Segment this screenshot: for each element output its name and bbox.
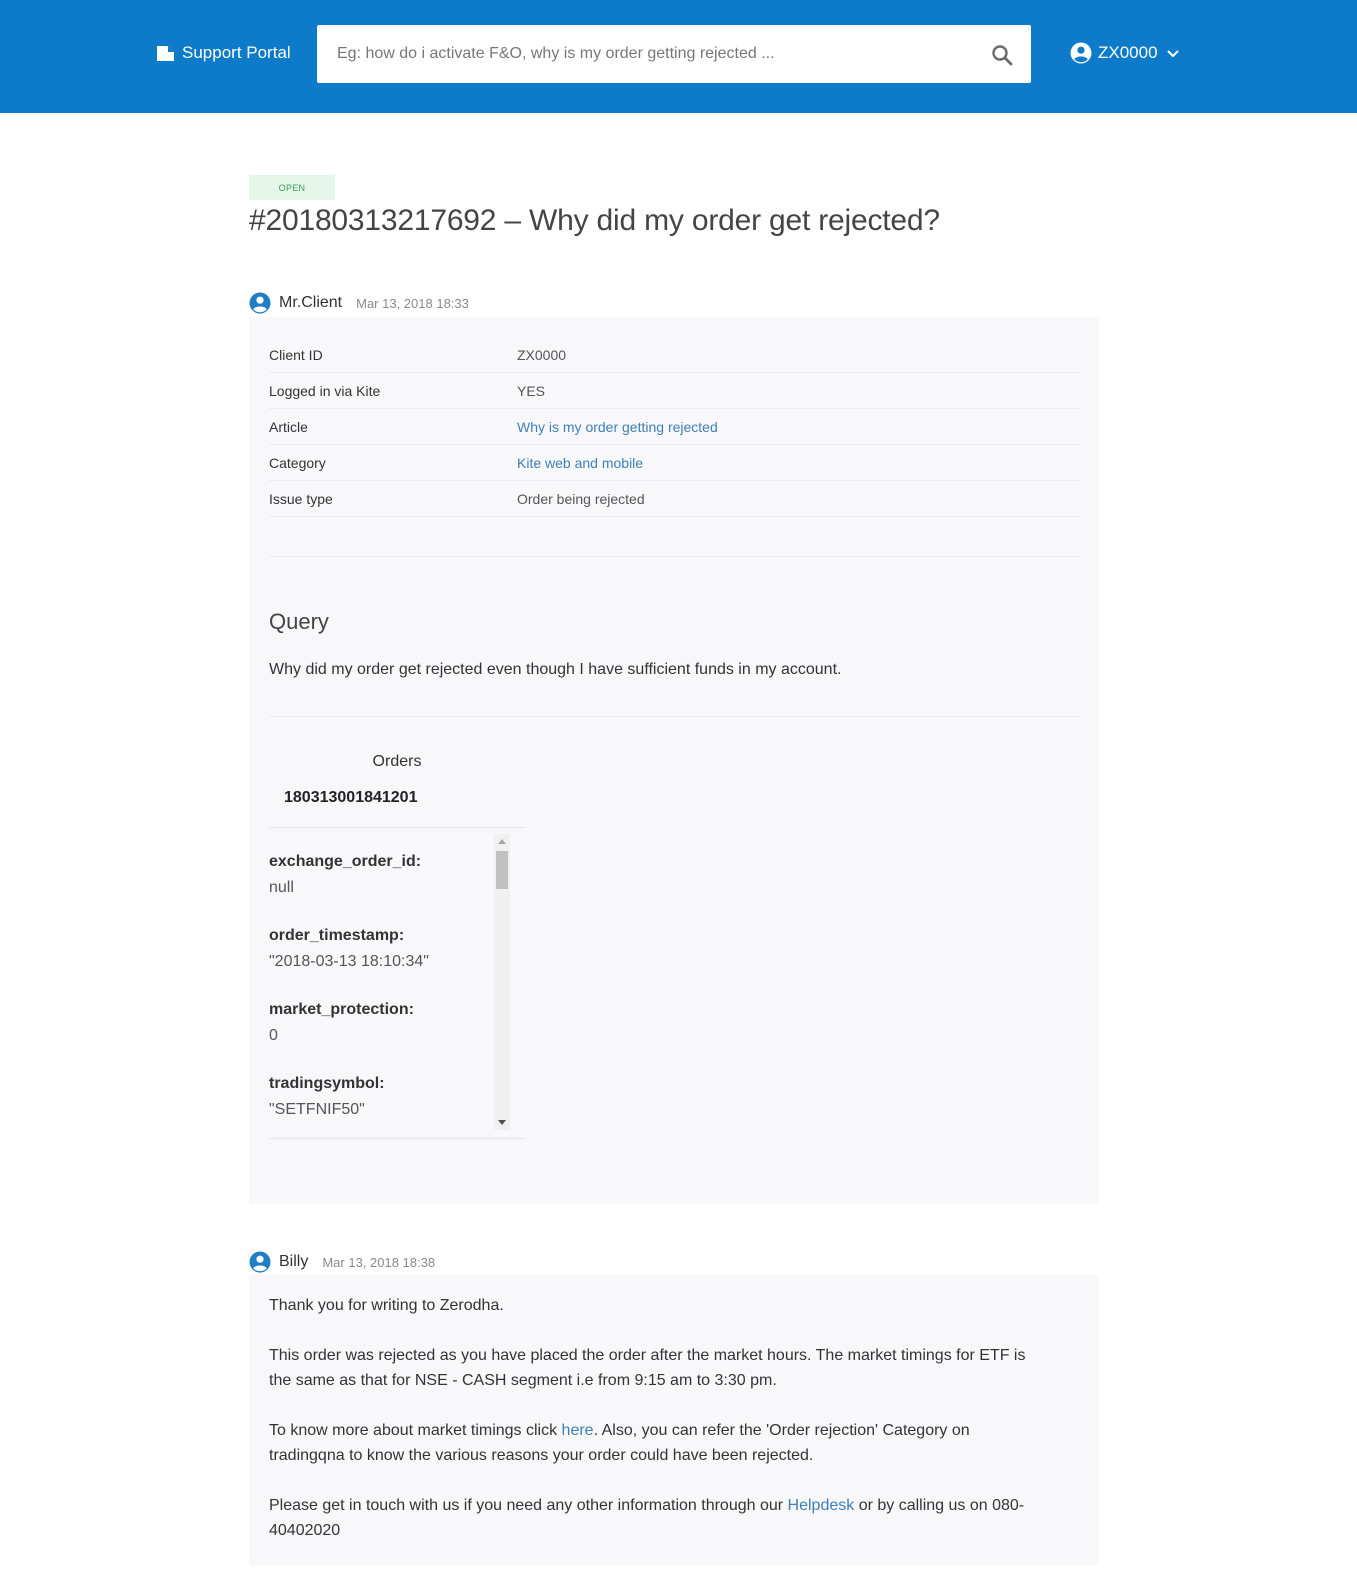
user-circle-icon (1070, 42, 1092, 64)
user-menu[interactable] (1070, 40, 1180, 66)
field-value: 0 (269, 1027, 278, 1044)
post-author: Mr.Client (279, 294, 343, 311)
user-id-label: ZX0000 (1098, 43, 1158, 62)
reply-text-segment: or by calling us on 080- (854, 1497, 1025, 1514)
info-row (269, 409, 1079, 445)
post-meta (249, 290, 469, 316)
divider (269, 556, 1079, 557)
order-field (269, 1075, 385, 1119)
info-row (269, 373, 1079, 409)
support-portal-logo-icon (157, 45, 174, 62)
order-field (269, 853, 421, 897)
reply-paragraph (269, 1418, 1079, 1468)
user-avatar-icon (249, 292, 271, 314)
status-badge: OPEN (249, 175, 335, 200)
reply-text: tradingqna to know the various reasons your order could have been rejected. (269, 1447, 814, 1464)
info-key: Logged in via Kite (269, 382, 381, 399)
info-row (269, 337, 1079, 373)
top-bar (0, 0, 1357, 113)
field-value: null (269, 879, 294, 896)
reply-meta (249, 1249, 435, 1275)
info-value: Order being rejected (517, 490, 645, 507)
info-row (269, 445, 1079, 481)
field-key: market_protection: (269, 1001, 414, 1018)
info-row (269, 481, 1079, 517)
info-key: Issue type (269, 490, 333, 507)
order-id: 180313001841201 (284, 789, 418, 806)
order-field (269, 1001, 414, 1045)
user-avatar-icon (249, 1251, 271, 1273)
brand[interactable] (157, 40, 291, 66)
info-key: Category (269, 454, 326, 471)
scroll-up-arrow-icon[interactable] (498, 839, 506, 844)
reply-card (249, 1275, 1099, 1565)
scrollbar[interactable] (494, 834, 510, 1130)
reply-text-segment: . Also, you can refer the 'Order rejection' Category on (593, 1422, 970, 1439)
reply-paragraph (269, 1293, 1079, 1318)
reply-text: the same as that for NSE - CASH segment i.e from 9:15 am to 3:30 pm. (269, 1372, 777, 1389)
search-input[interactable] (317, 25, 957, 83)
orders-panel (269, 753, 525, 1139)
reply-text-segment: To know more about market timings click (269, 1422, 562, 1439)
order-details-scroll[interactable] (269, 834, 525, 1139)
market-timings-link[interactable]: here (561, 1422, 594, 1439)
scrollbar-thumb[interactable] (496, 851, 508, 889)
reply-text: 40402020 (269, 1522, 341, 1539)
orders-heading: Orders (372, 753, 422, 770)
reply-text-segment: Please get in touch with us if you need any other information through our (269, 1497, 788, 1514)
helpdesk-link[interactable]: Helpdesk (787, 1497, 855, 1514)
order-field (269, 927, 429, 971)
field-value: "SETFNIF50" (269, 1101, 365, 1118)
info-value: YES (517, 382, 546, 399)
post-date: Mar 13, 2018 18:33 (356, 295, 469, 311)
category-link[interactable]: Kite web and mobile (517, 454, 644, 471)
field-key: exchange_order_id: (269, 853, 422, 870)
divider (269, 716, 1079, 717)
info-value: ZX0000 (517, 346, 567, 363)
field-value: "2018-03-13 18:10:34" (269, 953, 429, 970)
info-key: Client ID (269, 346, 323, 363)
article-link[interactable]: Why is my order getting rejected (517, 418, 718, 435)
page-title: #20180313217692 – Why did my order get rejected? (249, 204, 940, 237)
reply-date: Mar 13, 2018 18:38 (322, 1254, 436, 1270)
reply-text (269, 1493, 1079, 1518)
reply-text: This order was rejected as you have placed the order after the market hours. The market timings for ETF is (269, 1347, 1026, 1364)
divider (269, 827, 525, 828)
search-box (317, 25, 1031, 83)
ticket-info-table (269, 337, 1079, 517)
reply-paragraph (269, 1493, 1079, 1543)
search-icon[interactable] (991, 44, 1013, 66)
brand-label: Support Portal (182, 43, 291, 62)
info-key: Article (269, 418, 308, 435)
query-heading: Query (269, 609, 329, 634)
reply-author: Billy (279, 1253, 309, 1270)
reply-text (269, 1418, 1079, 1443)
reply-paragraph (269, 1343, 1079, 1393)
field-key: tradingsymbol: (269, 1075, 385, 1092)
query-card (249, 317, 1099, 1204)
field-key: order_timestamp: (269, 927, 405, 944)
query-text: Why did my order get rejected even though I have sufficient funds in my account. (269, 661, 842, 678)
scroll-down-arrow-icon[interactable] (498, 1120, 506, 1125)
reply-text: Thank you for writing to Zerodha. (269, 1297, 504, 1314)
chevron-down-icon (1166, 46, 1180, 60)
